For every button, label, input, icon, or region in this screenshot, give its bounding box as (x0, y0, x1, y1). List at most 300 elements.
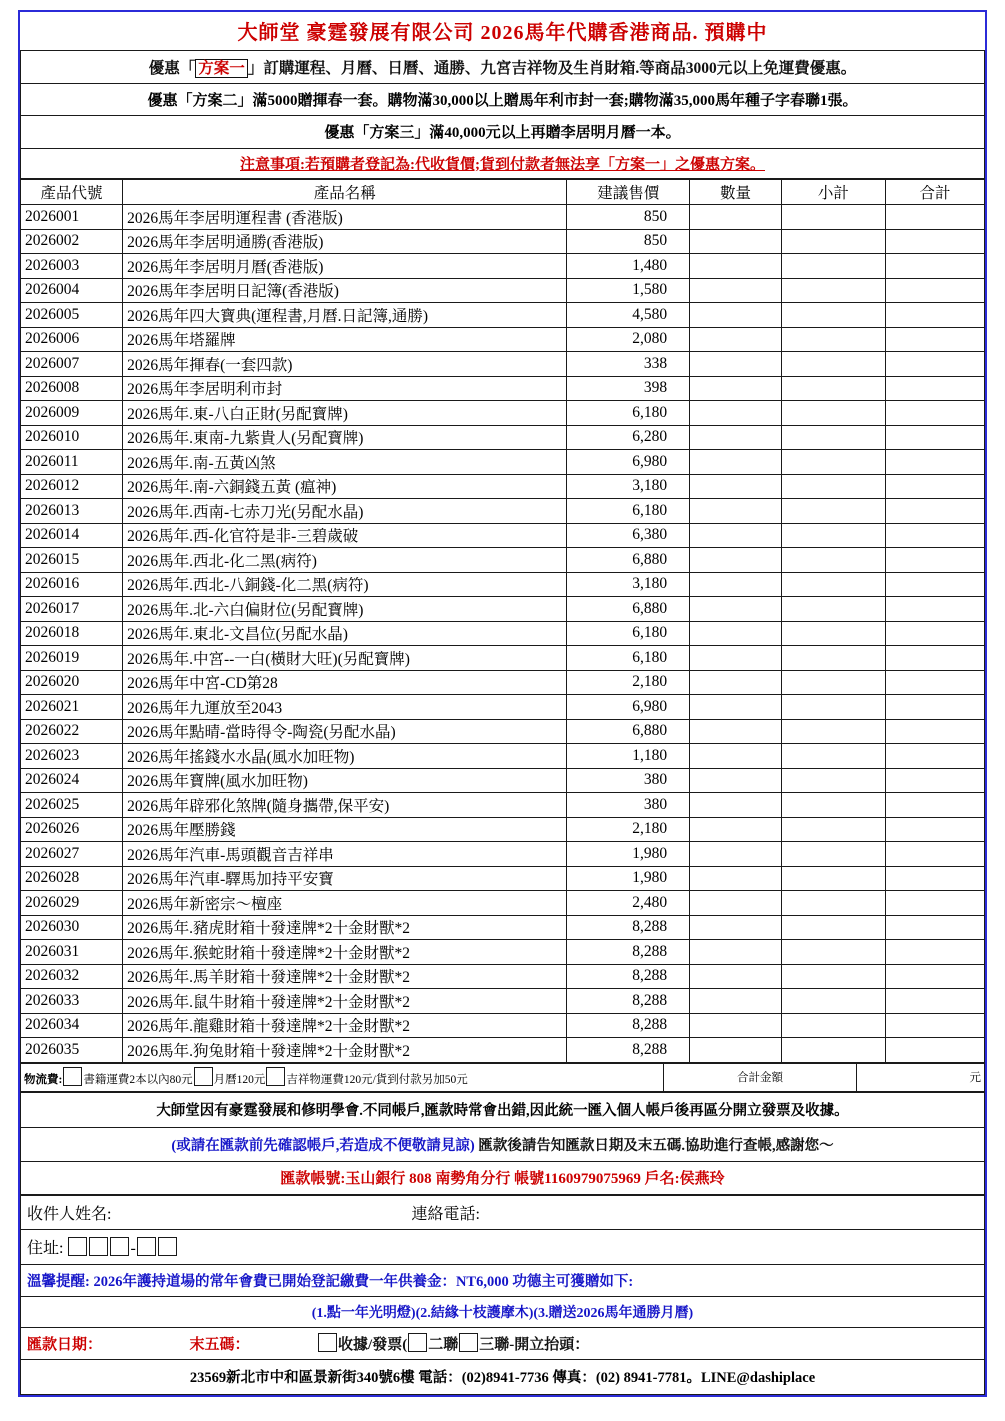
cell-subtotal[interactable] (781, 548, 885, 573)
cell-qty[interactable] (690, 523, 782, 548)
cell-code: 2026014 (21, 523, 123, 548)
cell-total[interactable] (885, 915, 984, 940)
cell-code: 2026028 (21, 866, 123, 891)
cell-price: 6,280 (567, 425, 690, 450)
cell-subtotal[interactable] (781, 964, 885, 989)
cell-price: 3,180 (567, 572, 690, 597)
promo-2-pre: 優惠「 (147, 92, 193, 109)
payment-cell[interactable] (21, 1327, 985, 1360)
cell-name: 2026馬年搖錢水水晶(風水加旺物) (123, 744, 567, 769)
bank-note: 大師堂因有豪霆發展和修明學會.不同帳戶,匯款時常會出錯,因此統一匯入個人帳戶後再區分開立發票及收據。 (21, 1093, 985, 1128)
postcode-box-3[interactable] (110, 1237, 129, 1256)
cell-price: 1,980 (567, 866, 690, 891)
promo-3 (21, 116, 985, 149)
cell-name: 2026馬年辟邪化煞牌(隨身攜帶,保平安) (123, 793, 567, 818)
cell-qty[interactable] (690, 254, 782, 279)
table-row (21, 670, 985, 695)
membership-tip-title: 溫馨提醒: 2026年護持道場的常年會費已開始登記繳費一年供養金：NT6,000 功德主可獲贈如下: (21, 1264, 985, 1297)
cell-subtotal[interactable] (781, 278, 885, 303)
cell-qty[interactable] (690, 352, 782, 377)
cell-subtotal[interactable] (781, 352, 885, 377)
cell-total[interactable] (885, 278, 984, 303)
header-row (21, 180, 985, 205)
cell-qty[interactable] (690, 229, 782, 254)
cell-name: 2026馬年中宮-CD第28 (123, 670, 567, 695)
bank-account: 匯款帳號:玉山銀行 808 南勢角分行 帳號1160979075969 戶名:侯燕玲 (21, 1162, 985, 1195)
cell-qty[interactable] (690, 621, 782, 646)
cell-name: 2026馬年.鼠牛財箱十發達牌*2十金財獸*2 (123, 989, 567, 1014)
table-row (21, 229, 985, 254)
cell-code: 2026007 (21, 352, 123, 377)
logistics-table (20, 1063, 985, 1093)
cell-name: 2026馬年.西北-化二黑(病符) (123, 548, 567, 573)
table-row (21, 548, 985, 573)
promo-3-post: 」滿40,000元以上再贈李居明月曆一本。 (414, 125, 681, 142)
checkbox-amulet-shipping[interactable] (266, 1067, 285, 1086)
cell-subtotal[interactable] (781, 303, 885, 328)
footer-contact: 23569新北市中和區景新街340號6樓 電話：(02)8941-7736 傳真：(02) 8941-7781。LINE@dashiplace (21, 1360, 985, 1395)
notes-table (20, 1092, 985, 1195)
cell-total[interactable] (885, 229, 984, 254)
table-row (21, 499, 985, 524)
cell-code: 2026024 (21, 768, 123, 793)
footer-row (21, 1360, 985, 1395)
cell-code: 2026035 (21, 1038, 123, 1063)
cell-code: 2026033 (21, 989, 123, 1014)
cell-code: 2026025 (21, 793, 123, 818)
cell-price: 6,880 (567, 597, 690, 622)
cell-name: 2026馬年.西南-七赤刀光(另配水晶) (123, 499, 567, 524)
table-row (21, 303, 985, 328)
cell-qty[interactable] (690, 719, 782, 744)
cell-total[interactable] (885, 817, 984, 842)
cell-total[interactable] (885, 205, 984, 230)
cell-price: 4,580 (567, 303, 690, 328)
promo-row-2 (21, 83, 985, 116)
cell-name: 2026馬年寶牌(風水加旺物) (123, 768, 567, 793)
promo-row-3 (21, 116, 985, 149)
checkbox-three-copy[interactable] (459, 1333, 478, 1352)
table-row (21, 254, 985, 279)
promo-3-key: 方案三 (369, 125, 415, 142)
promo-2 (21, 83, 985, 116)
cell-subtotal[interactable] (781, 646, 885, 671)
cell-name: 2026馬年李居明月曆(香港版) (123, 254, 567, 279)
cell-qty[interactable] (690, 597, 782, 622)
invoice-label: 發票( (372, 1336, 408, 1353)
cell-total[interactable] (885, 793, 984, 818)
promo-1-key: 方案一 (195, 59, 248, 78)
cell-total[interactable] (885, 548, 984, 573)
col-header-qty: 數量 (690, 180, 782, 205)
cell-total[interactable] (885, 744, 984, 769)
cell-qty[interactable] (690, 817, 782, 842)
cell-subtotal[interactable] (781, 425, 885, 450)
cell-price: 1,580 (567, 278, 690, 303)
cell-subtotal[interactable] (781, 744, 885, 769)
cell-name: 2026馬年.猴蛇財箱十發達牌*2十金財獸*2 (123, 940, 567, 965)
cell-price: 380 (567, 768, 690, 793)
cell-qty[interactable] (690, 499, 782, 524)
postcode-box-1[interactable] (68, 1237, 87, 1256)
cell-subtotal[interactable] (781, 891, 885, 916)
cell-qty[interactable] (690, 1013, 782, 1038)
cell-price: 2,180 (567, 670, 690, 695)
cell-name: 2026馬年.北-六白偏財位(另配寶牌) (123, 597, 567, 622)
address-label: 住址: (27, 1240, 64, 1258)
cell-subtotal[interactable] (781, 523, 885, 548)
table-row (21, 915, 985, 940)
three-copy-label: 三聯-開立抬頭： (479, 1336, 590, 1353)
receipt-group[interactable] (317, 1337, 589, 1353)
cell-total[interactable] (885, 719, 984, 744)
cell-subtotal[interactable] (781, 989, 885, 1014)
cell-subtotal[interactable] (781, 768, 885, 793)
checkbox-two-copy[interactable] (408, 1333, 427, 1352)
cell-name: 2026馬年李居明通勝(香港版) (123, 229, 567, 254)
logistics-opt-1: 書籍運費2本以內80元 (83, 1074, 193, 1087)
cell-name: 2026馬年.西-化官符是非-三碧歲破 (123, 523, 567, 548)
cell-name: 2026馬年李居明運程書 (香港版) (123, 205, 567, 230)
cell-code: 2026013 (21, 499, 123, 524)
cell-subtotal[interactable] (781, 842, 885, 867)
promo-2-post: 」滿5000贈揮春一套。購物滿30,000以上贈馬年利市封一套;購物滿35,000馬年種子字春聯1張。 (237, 92, 858, 109)
tip-detail-row (21, 1297, 985, 1328)
cell-name: 2026馬年塔羅牌 (123, 327, 567, 352)
recipient-row (21, 1195, 985, 1230)
cell-code: 2026008 (21, 376, 123, 401)
cell-name: 2026馬年.南-五黃凶煞 (123, 450, 567, 475)
cell-price: 8,288 (567, 1013, 690, 1038)
cell-total[interactable] (885, 621, 984, 646)
cell-code: 2026006 (21, 327, 123, 352)
cell-subtotal[interactable] (781, 940, 885, 965)
cell-subtotal[interactable] (781, 621, 885, 646)
confirm-note-a: (或請在匯款前先確認帳戶,若造成不便敬請見諒) (171, 1137, 475, 1154)
cell-total[interactable] (885, 940, 984, 965)
table-row (21, 891, 985, 916)
cell-price: 2,180 (567, 817, 690, 842)
notice-row (21, 148, 985, 179)
cell-qty[interactable] (690, 303, 782, 328)
cell-code: 2026009 (21, 401, 123, 426)
cell-price: 1,180 (567, 744, 690, 769)
form-table (20, 1195, 985, 1395)
membership-tip-detail: (1.點一年光明燈)(2.結緣十枝護摩木)(3.贈送2026馬年通勝月曆) (21, 1297, 985, 1328)
cell-subtotal[interactable] (781, 474, 885, 499)
cell-subtotal[interactable] (781, 719, 885, 744)
cell-code: 2026022 (21, 719, 123, 744)
cell-total[interactable] (885, 474, 984, 499)
account-row (21, 1162, 985, 1195)
confirm-note (21, 1127, 985, 1162)
promo-1-post: 」訂購運程、月曆、日曆、通勝、九宮吉祥物及生肖財箱.等商品3000元以上免運費優惠。 (247, 59, 857, 77)
address-row (21, 1230, 985, 1265)
address-cell[interactable] (21, 1230, 985, 1265)
cell-qty[interactable] (690, 866, 782, 891)
payment-row (21, 1327, 985, 1360)
form-frame (18, 10, 987, 1397)
cell-price: 6,180 (567, 621, 690, 646)
cell-name: 2026馬年壓勝錢 (123, 817, 567, 842)
cell-code: 2026017 (21, 597, 123, 622)
cell-code: 2026030 (21, 915, 123, 940)
cell-price: 8,288 (567, 1038, 690, 1063)
cell-total[interactable] (885, 425, 984, 450)
cell-subtotal[interactable] (781, 670, 885, 695)
cell-code: 2026034 (21, 1013, 123, 1038)
table-row (21, 866, 985, 891)
cell-total[interactable] (885, 842, 984, 867)
cell-code: 2026020 (21, 670, 123, 695)
cell-price: 6,180 (567, 646, 690, 671)
cell-qty[interactable] (690, 450, 782, 475)
cell-qty[interactable] (690, 989, 782, 1014)
cell-price: 3,180 (567, 474, 690, 499)
cell-name: 2026馬年.東南-九紫貴人(另配寶牌) (123, 425, 567, 450)
table-row (21, 842, 985, 867)
promo-3-pre: 優惠「 (324, 125, 370, 142)
postcode-box-4[interactable] (137, 1237, 156, 1256)
cell-price: 398 (567, 376, 690, 401)
cell-subtotal[interactable] (781, 401, 885, 426)
table-row (21, 597, 985, 622)
recipient-cell[interactable] (21, 1195, 985, 1230)
cell-qty[interactable] (690, 401, 782, 426)
cell-name: 2026馬年李居明利市封 (123, 376, 567, 401)
cell-price: 2,480 (567, 891, 690, 916)
checkbox-calendar-shipping[interactable] (194, 1067, 213, 1086)
cell-subtotal[interactable] (781, 915, 885, 940)
col-header-code: 產品代號 (21, 180, 123, 205)
cell-qty[interactable] (690, 1038, 782, 1063)
title-row (20, 12, 985, 50)
checkbox-book-shipping[interactable] (63, 1067, 82, 1086)
cell-price: 6,880 (567, 548, 690, 573)
grand-total-unit[interactable]: 元 (857, 1063, 985, 1092)
cell-price: 380 (567, 793, 690, 818)
col-header-total: 合計 (885, 180, 984, 205)
table-row (21, 401, 985, 426)
cell-price: 2,080 (567, 327, 690, 352)
cell-subtotal[interactable] (781, 327, 885, 352)
cell-subtotal[interactable] (781, 597, 885, 622)
cell-qty[interactable] (690, 670, 782, 695)
cell-qty[interactable] (690, 572, 782, 597)
col-header-name: 產品名稱 (123, 180, 567, 205)
products-table (20, 179, 985, 1063)
cell-total[interactable] (885, 768, 984, 793)
cell-total[interactable] (885, 572, 984, 597)
postcode-box-2[interactable] (89, 1237, 108, 1256)
table-row (21, 278, 985, 303)
recipient-label: 收件人姓名: (27, 1205, 112, 1223)
cell-code: 2026019 (21, 646, 123, 671)
cell-price: 6,980 (567, 695, 690, 720)
promo-row-1 (21, 51, 985, 84)
postcode-box-5[interactable] (158, 1237, 177, 1256)
cell-subtotal[interactable] (781, 817, 885, 842)
table-row (21, 523, 985, 548)
cell-price: 1,980 (567, 842, 690, 867)
table-row (21, 719, 985, 744)
cell-code: 2026032 (21, 964, 123, 989)
cell-name: 2026馬年.龍雞財箱十發達牌*2十金財獸*2 (123, 1013, 567, 1038)
cell-total[interactable] (885, 327, 984, 352)
cell-subtotal[interactable] (781, 695, 885, 720)
phone-label: 連絡電話: (411, 1205, 480, 1223)
cell-name: 2026馬年李居明日記簿(香港版) (123, 278, 567, 303)
table-row (21, 474, 985, 499)
cell-total[interactable] (885, 376, 984, 401)
cell-total[interactable] (885, 646, 984, 671)
cell-qty[interactable] (690, 768, 782, 793)
cell-total[interactable] (885, 670, 984, 695)
table-row (21, 376, 985, 401)
cell-qty[interactable] (690, 793, 782, 818)
cell-total[interactable] (885, 891, 984, 916)
notice-text: 注意事項:若預購者登記為:代收貨價;貨到付款者無法享「方案一」之優惠方案。 (21, 148, 985, 179)
cell-price: 6,180 (567, 401, 690, 426)
logistics-options (21, 1063, 664, 1092)
logistics-row (21, 1063, 985, 1092)
table-row (21, 1013, 985, 1038)
cell-code: 2026010 (21, 425, 123, 450)
cell-name: 2026馬年揮春(一套四款) (123, 352, 567, 377)
cell-qty[interactable] (690, 744, 782, 769)
cell-subtotal[interactable] (781, 229, 885, 254)
promo-2-key: 方案二 (192, 92, 238, 109)
cell-total[interactable] (885, 964, 984, 989)
cell-qty[interactable] (690, 695, 782, 720)
cell-total[interactable] (885, 499, 984, 524)
header-table (20, 12, 985, 50)
table-row (21, 817, 985, 842)
promo-1 (21, 51, 985, 84)
cell-name: 2026馬年點晴-當時得令-陶瓷(另配水晶) (123, 719, 567, 744)
promo-1-pre: 優惠「 (148, 59, 196, 77)
products-body (21, 205, 985, 1063)
cell-code: 2026018 (21, 621, 123, 646)
cell-total[interactable] (885, 597, 984, 622)
cell-subtotal[interactable] (781, 793, 885, 818)
cell-price: 6,380 (567, 523, 690, 548)
logistics-label: 物流費: (24, 1074, 63, 1087)
pay-date-label: 匯款日期： (27, 1336, 103, 1353)
cell-subtotal[interactable] (781, 499, 885, 524)
cell-name: 2026馬年四大寶典(運程書,月曆.日記簿,通勝) (123, 303, 567, 328)
promo-table (20, 50, 985, 179)
logistics-opt-2: 月曆120元 (213, 1074, 266, 1087)
table-row (21, 450, 985, 475)
postcode-boxes[interactable]: - (67, 1237, 177, 1258)
col-header-price: 建議售價 (567, 180, 690, 205)
cell-total[interactable] (885, 1038, 984, 1063)
cell-price: 6,180 (567, 499, 690, 524)
cell-subtotal[interactable] (781, 866, 885, 891)
cell-name: 2026馬年.東-八白正財(另配寶牌) (123, 401, 567, 426)
table-row (21, 646, 985, 671)
cell-name: 2026馬年.豬虎財箱十發達牌*2十金財獸*2 (123, 915, 567, 940)
cell-name: 2026馬年汽車-馬頭觀音吉祥串 (123, 842, 567, 867)
table-row (21, 768, 985, 793)
cell-price: 1,480 (567, 254, 690, 279)
cell-qty[interactable] (690, 891, 782, 916)
bank-note-row (21, 1093, 985, 1128)
cell-qty[interactable] (690, 278, 782, 303)
cell-subtotal[interactable] (781, 254, 885, 279)
cell-qty[interactable] (690, 205, 782, 230)
cell-total[interactable] (885, 695, 984, 720)
cell-qty[interactable] (690, 327, 782, 352)
cell-subtotal[interactable] (781, 1013, 885, 1038)
confirm-note-row (21, 1127, 985, 1162)
cell-total[interactable] (885, 303, 984, 328)
cell-price: 338 (567, 352, 690, 377)
cell-code: 2026012 (21, 474, 123, 499)
cell-qty[interactable] (690, 376, 782, 401)
cell-qty[interactable] (690, 964, 782, 989)
cell-qty[interactable] (690, 940, 782, 965)
cell-subtotal[interactable] (781, 450, 885, 475)
cell-subtotal[interactable] (781, 205, 885, 230)
table-row (21, 695, 985, 720)
products-header (21, 180, 985, 205)
cell-code: 2026003 (21, 254, 123, 279)
cell-name: 2026馬年.南-六銅錢五黃 (瘟神) (123, 474, 567, 499)
confirm-note-b: 匯款後請告知匯款日期及末五碼.協助進行查帳,感謝您～ (478, 1137, 834, 1154)
cell-price: 6,880 (567, 719, 690, 744)
cell-subtotal[interactable] (781, 572, 885, 597)
cell-price: 8,288 (567, 915, 690, 940)
two-copy-label: 二聯 (428, 1336, 459, 1353)
cell-qty[interactable] (690, 842, 782, 867)
cell-total[interactable] (885, 523, 984, 548)
cell-code: 2026026 (21, 817, 123, 842)
cell-qty[interactable] (690, 548, 782, 573)
cell-code: 2026001 (21, 205, 123, 230)
checkbox-receipt[interactable] (318, 1333, 337, 1352)
cell-subtotal[interactable] (781, 376, 885, 401)
cell-qty[interactable] (690, 474, 782, 499)
cell-total[interactable] (885, 450, 984, 475)
cell-total[interactable] (885, 866, 984, 891)
receipt-label: 收據/ (338, 1336, 373, 1353)
cell-total[interactable] (885, 989, 984, 1014)
cell-qty[interactable] (690, 915, 782, 940)
cell-total[interactable] (885, 254, 984, 279)
cell-code: 2026027 (21, 842, 123, 867)
grand-total-label: 合計金額 (664, 1063, 857, 1092)
table-row (21, 744, 985, 769)
col-header-subtotal: 小計 (781, 180, 885, 205)
cell-subtotal[interactable] (781, 1038, 885, 1063)
cell-total[interactable] (885, 352, 984, 377)
cell-name: 2026馬年汽車-驛馬加持平安寶 (123, 866, 567, 891)
cell-code: 2026002 (21, 229, 123, 254)
cell-price: 8,288 (567, 964, 690, 989)
cell-name: 2026馬年.中宮--一白(橫財大旺)(另配寶牌) (123, 646, 567, 671)
cell-total[interactable] (885, 401, 984, 426)
tip-row (21, 1264, 985, 1297)
cell-qty[interactable] (690, 425, 782, 450)
table-row (21, 572, 985, 597)
cell-code: 2026016 (21, 572, 123, 597)
cell-total[interactable] (885, 1013, 984, 1038)
cell-qty[interactable] (690, 646, 782, 671)
cell-price: 8,288 (567, 940, 690, 965)
cell-code: 2026029 (21, 891, 123, 916)
